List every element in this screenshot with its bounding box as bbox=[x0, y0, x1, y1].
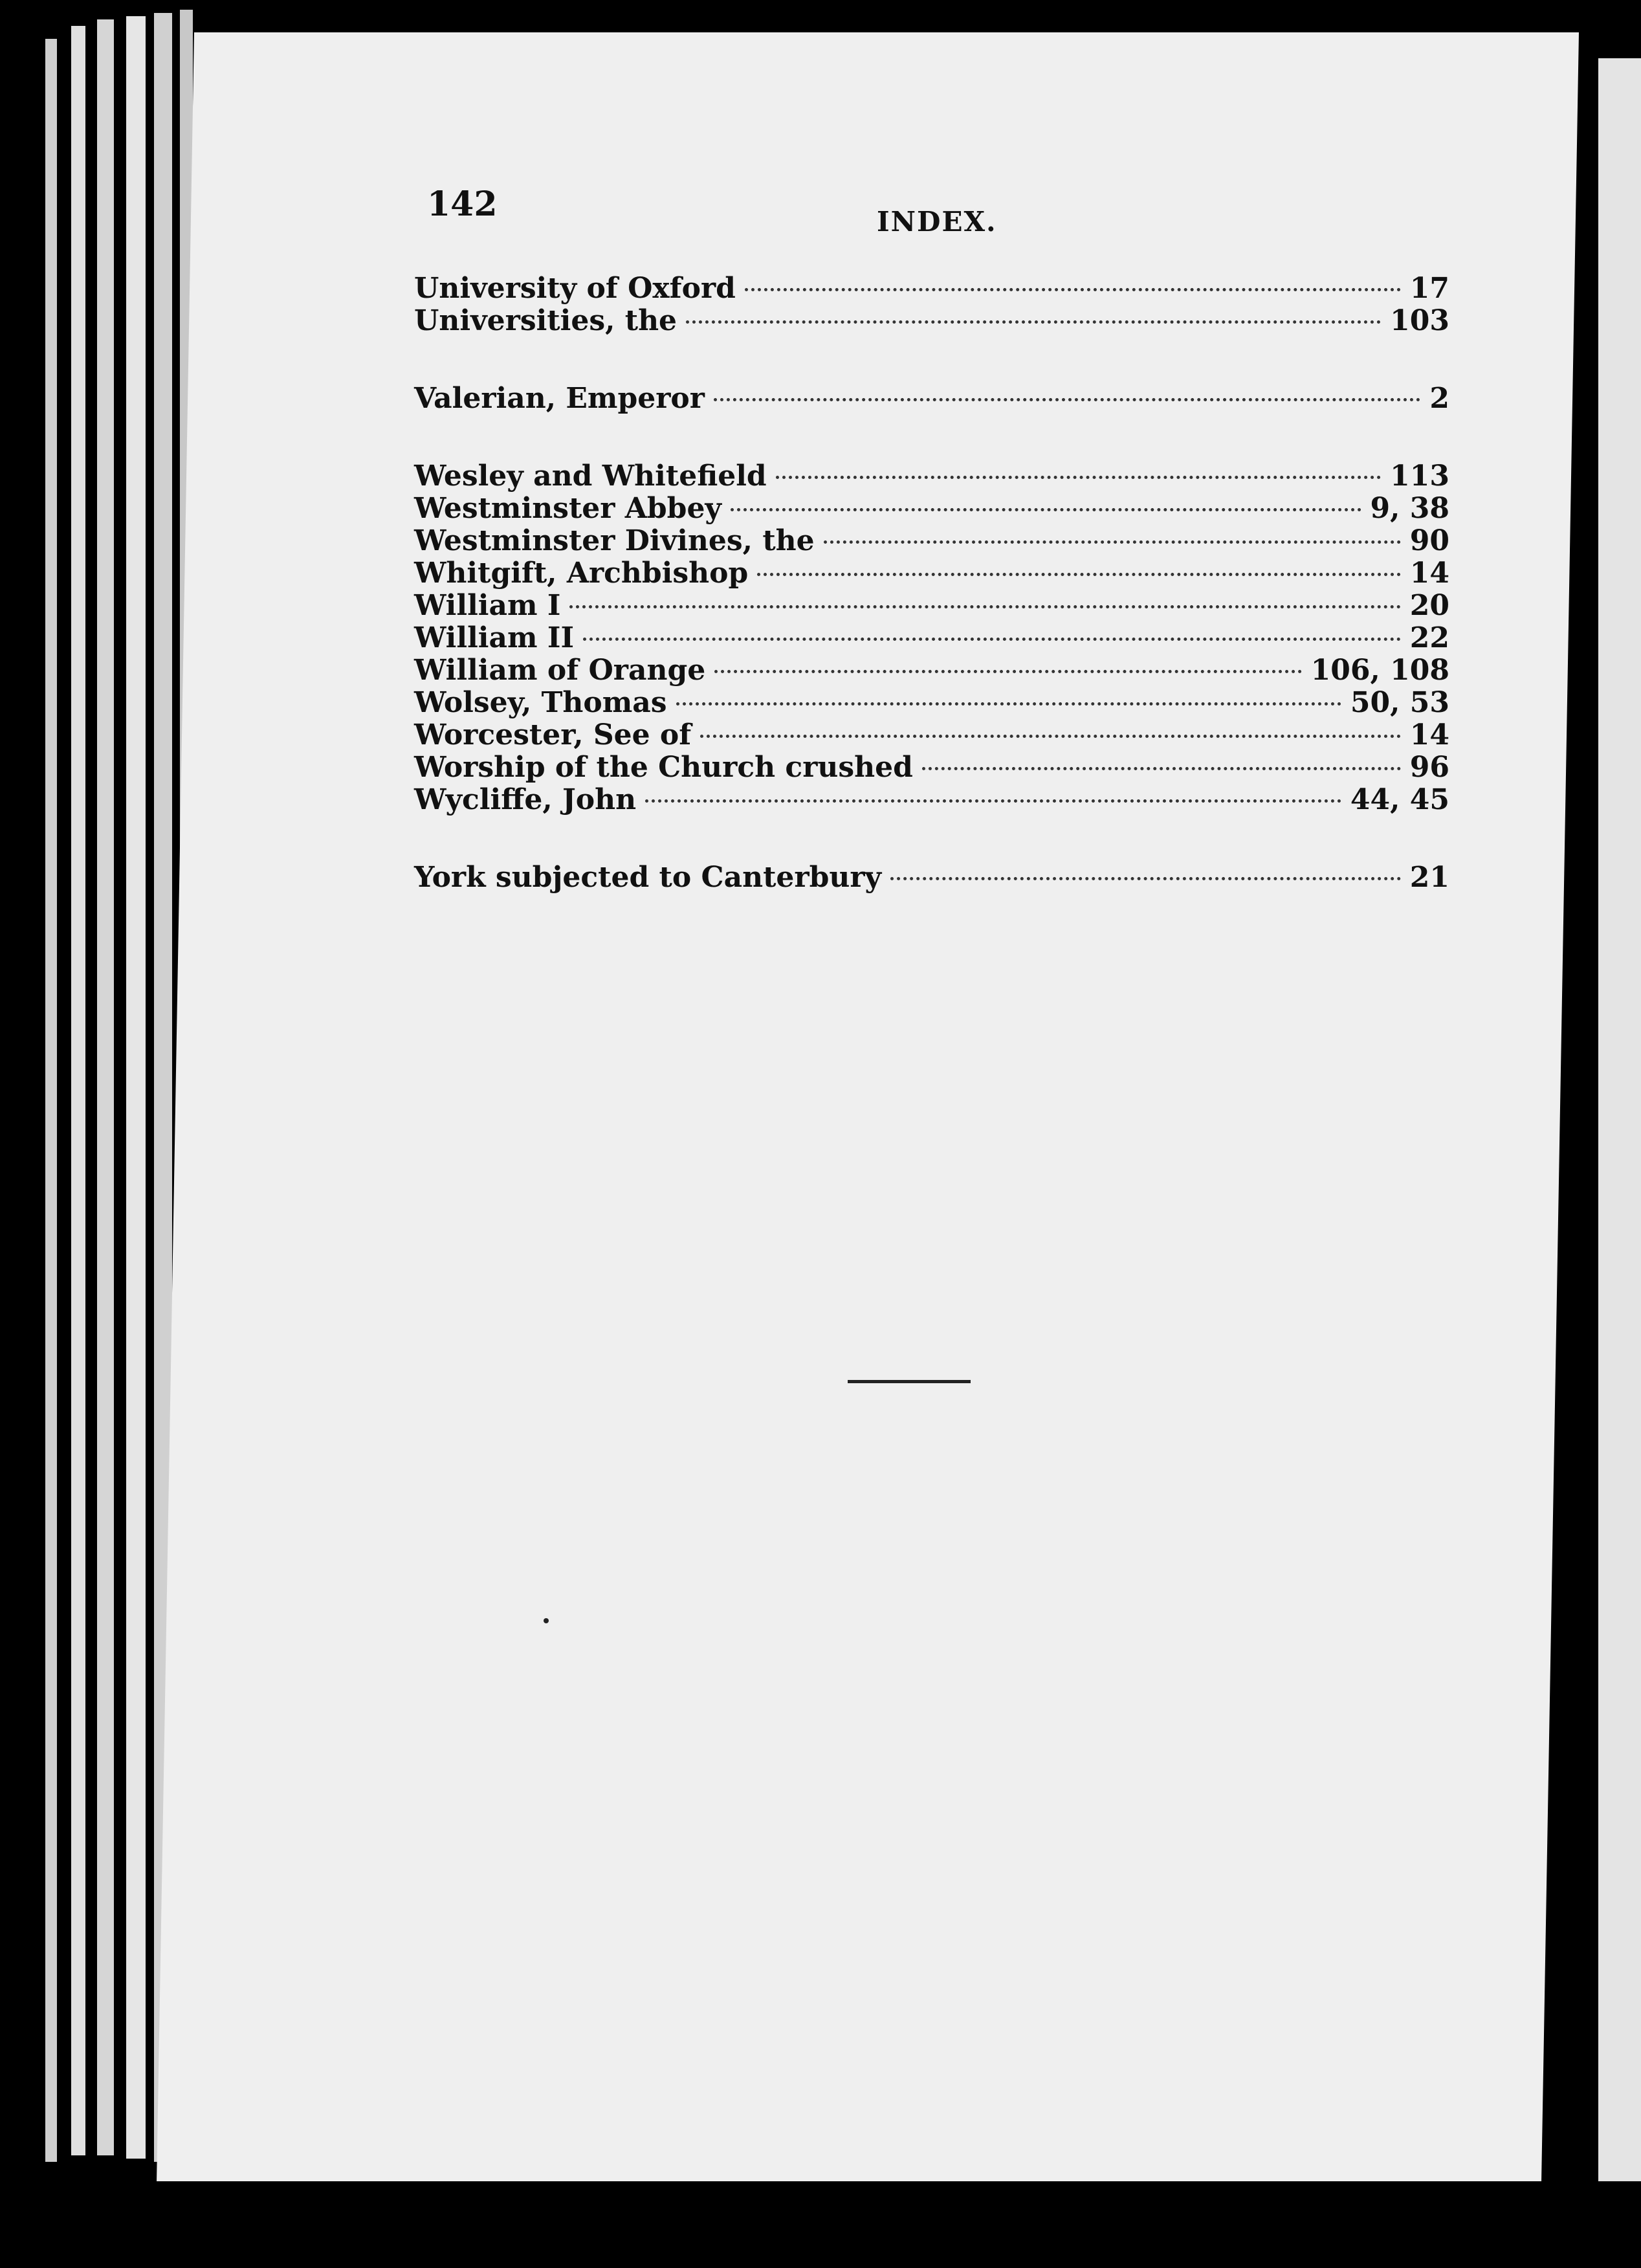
index-pages: 14 bbox=[1409, 557, 1449, 590]
page-edge bbox=[45, 39, 57, 2162]
index-term: Worcester, See of bbox=[414, 718, 692, 751]
group-gap bbox=[414, 816, 1449, 861]
index-entry bbox=[414, 272, 1449, 304]
index-term: Wesley and Whitefield bbox=[414, 460, 767, 493]
index-entry bbox=[414, 492, 1449, 524]
index-entry bbox=[414, 621, 1449, 654]
index-pages: 96 bbox=[1409, 751, 1449, 784]
index-pages: 2 bbox=[1429, 382, 1449, 415]
dot-leader bbox=[645, 799, 1341, 803]
index-pages: 113 bbox=[1390, 460, 1449, 493]
page-number: 142 bbox=[427, 184, 498, 224]
index-pages: 17 bbox=[1409, 272, 1449, 305]
dot-leader bbox=[922, 767, 1401, 770]
index-entry bbox=[414, 654, 1449, 686]
ink-speck bbox=[544, 1618, 549, 1623]
index-pages: 106, 108 bbox=[1310, 654, 1449, 687]
index-pages: 21 bbox=[1409, 861, 1449, 894]
facing-page-edge bbox=[1598, 58, 1641, 2181]
index-pages: 22 bbox=[1409, 621, 1449, 654]
index-entry bbox=[414, 304, 1449, 337]
index-term: Valerian, Emperor bbox=[414, 382, 705, 415]
index-term: Universities, the bbox=[414, 304, 677, 337]
index-pages: 103 bbox=[1390, 304, 1449, 337]
index-term: Westminster Abbey bbox=[414, 492, 721, 525]
dot-leader bbox=[745, 288, 1401, 291]
index-term: Worship of the Church crushed bbox=[414, 751, 913, 784]
index-pages: 9, 38 bbox=[1370, 492, 1449, 525]
index-entry bbox=[414, 589, 1449, 621]
group-gap bbox=[414, 414, 1449, 460]
running-head: INDEX. bbox=[877, 206, 997, 238]
index-term: Wycliffe, John bbox=[414, 783, 637, 816]
dot-leader bbox=[824, 540, 1401, 544]
index-entry bbox=[414, 557, 1449, 589]
index-entry bbox=[414, 460, 1449, 492]
index-entry bbox=[414, 718, 1449, 751]
dot-leader bbox=[686, 320, 1381, 324]
index-pages: 20 bbox=[1409, 589, 1449, 622]
dot-leader bbox=[700, 735, 1401, 738]
index-entry bbox=[414, 686, 1449, 718]
dot-leader bbox=[714, 398, 1420, 401]
dot-leader bbox=[676, 702, 1341, 706]
index-term: Wolsey, Thomas bbox=[414, 686, 667, 719]
index-entry bbox=[414, 751, 1449, 783]
index-pages: 90 bbox=[1409, 524, 1449, 557]
index-pages: 50, 53 bbox=[1350, 686, 1449, 719]
page-edge bbox=[126, 16, 146, 2159]
end-rule bbox=[848, 1380, 971, 1383]
index-term: William of Orange bbox=[414, 654, 706, 687]
index-list bbox=[414, 272, 1449, 893]
index-term: Westminster Divines, the bbox=[414, 524, 815, 557]
group-gap bbox=[414, 337, 1449, 382]
index-term: York subjected to Canterbury bbox=[414, 861, 882, 894]
index-term: University of Oxford bbox=[414, 272, 736, 305]
index-pages: 44, 45 bbox=[1350, 783, 1449, 816]
dot-leader bbox=[714, 670, 1301, 673]
dot-leader bbox=[757, 573, 1400, 576]
index-entry bbox=[414, 783, 1449, 816]
dot-leader bbox=[890, 877, 1401, 880]
index-term: William I bbox=[414, 589, 561, 622]
index-entry bbox=[414, 861, 1449, 893]
index-entry bbox=[414, 382, 1449, 414]
index-pages: 14 bbox=[1409, 718, 1449, 751]
dot-leader bbox=[569, 605, 1400, 608]
index-entry bbox=[414, 524, 1449, 557]
index-term: William II bbox=[414, 621, 575, 654]
dot-leader bbox=[731, 508, 1361, 511]
page-edge bbox=[97, 19, 114, 2155]
page-edge bbox=[71, 26, 85, 2155]
dot-leader bbox=[583, 638, 1401, 641]
dot-leader bbox=[776, 476, 1381, 479]
index-term: Whitgift, Archbishop bbox=[414, 557, 749, 590]
